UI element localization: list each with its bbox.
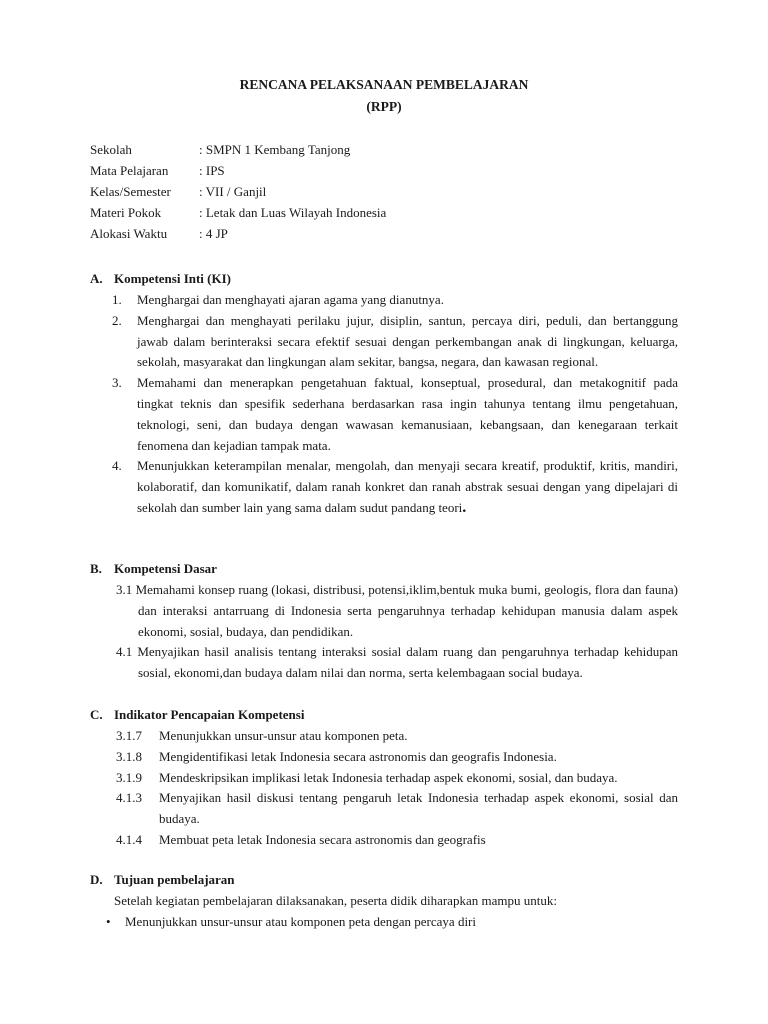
info-label: Alokasi Waktu [90,226,168,241]
info-label: Sekolah [90,142,132,157]
ki-text: Menunjukkan keterampilan menalar, mengolah, dan menyaji secara kreatif, produktif, kritis, mandiri, kolaboratif, dan komunikatif, dalam ranah konkret dan ranah abstrak sesuai dengan yang dipelajari di sekolah dan sumber lain yang sama dalam sudut pandang teori [137,458,678,515]
section-letter: D. [90,872,103,887]
bullet-text: Menunjukkan unsur-unsur atau komponen peta dengan percaya diri [125,914,476,929]
ki-item [112,373,678,456]
bullet-item [106,912,678,933]
info-row-alokasi-waktu [90,223,386,244]
indikator-item [116,747,678,768]
section-letter: B. [90,561,102,576]
list-number: 1. [112,292,122,307]
ki-item [112,290,678,311]
section-a-heading [90,271,231,287]
info-label: Kelas/Semester [90,184,171,199]
section-title: Kompetensi Inti (KI) [114,271,231,286]
kd-list [116,580,678,684]
section-b-heading [90,561,217,577]
list-number: 3. [112,375,122,391]
info-label: Materi Pokok [90,205,162,220]
info-value: : VII / Ganjil [199,184,267,199]
tujuan-intro: Setelah kegiatan pembelajaran dilaksanakan, peserta didik diharapkan mampu untuk: [114,893,557,908]
indikator-text: Mendeskripsikan implikasi letak Indonesia terhadap aspek ekonomi, sosial, dan budaya. [159,769,618,785]
section-d-heading [90,872,235,888]
info-row-materi-pokok [90,202,386,223]
indikator-list [116,726,678,851]
indikator-code: 3.1.7 [116,728,142,743]
info-value: : 4 JP [199,226,228,241]
ki-item [112,456,678,518]
document-title: RENCANA PELAKSANAAN PEMBELAJARAN [239,77,529,92]
ki-text: Memahami dan menerapkan pengetahuan faktual, konseptual, prosedural, dan metakognitif pada tingkat teknis dan spesifik sederhana berdasarkan rasa ingin tahunya tentang ilmu pengetahuan, teknologi, seni, dan budaya dengan wawasan kemanusiaan, kebangsaan, dan kenegaraan terkait fenomena dan kejadian tampak mata. [137,375,678,453]
info-row-mata-pelajaran [90,160,386,181]
tujuan-bullets [106,912,678,933]
ki-item [112,311,678,373]
indikator-code: 4.1.3 [116,790,142,806]
ki-text: Menghargai dan menghayati perilaku jujur, disiplin, santun, percaya diri, peduli, dan bertanggung jawab dalam berinteraksi secara efektif sesuai dengan perkembangan anak di lingkungan, keluarga, sekolah, masyarakat dan lingkungan alam sekitar, bangsa, negara, dan kawasan regional. [137,312,678,370]
list-number: 4. [112,458,122,474]
indikator-code: 3.1.8 [116,748,142,764]
indikator-item [116,830,678,851]
ki-period: . [462,498,467,516]
info-value: : Letak dan Luas Wilayah Indonesia [199,205,387,220]
indikator-item [116,726,678,747]
info-value: : SMPN 1 Kembang Tanjong [199,142,351,157]
indikator-code: 3.1.9 [116,769,142,785]
list-number: 2. [112,312,122,328]
indikator-text: Menyajikan hasil diskusi tentang pengaruh letak Indonesia terhadap aspek ekonomi, sosial dan budaya. [159,790,678,827]
indikator-text: Mengidentifikasi letak Indonesia secara astronomis dan geografis Indonesia. [159,748,557,764]
section-letter: C. [90,707,103,722]
info-value: : IPS [199,163,225,178]
section-c-heading [90,707,304,723]
ki-text: Menghargai dan menghayati ajaran agama yang dianutnya. [137,292,444,307]
identity-table [90,139,386,244]
indikator-item [116,768,678,789]
ki-list [112,290,678,519]
section-title: Indikator Pencapaian Kompetensi [114,707,305,722]
indikator-text: Membuat peta letak Indonesia secara astronomis dan geografis [159,831,486,847]
indikator-item [116,788,678,830]
indikator-code: 4.1.4 [116,831,142,847]
kd-item: 4.1 Menyajikan hasil analisis tentang interaksi sosial dalam ruang dan pengaruhnya terhadap kehidupan sosial, ekonomi,dan budaya dalam nilai dan norma, serta kelembagaan social budaya. [116,644,678,681]
info-label: Mata Pelajaran [90,163,169,178]
info-row-kelas-semester [90,181,386,202]
document-subtitle: (RPP) [366,99,402,114]
kd-item: 3.1 Memahami konsep ruang (lokasi, distribusi, potensi,iklim,bentuk muka bumi, geologis, flora dan fauna) dan interaksi antarruang di Indonesia serta pengaruhnya terhadap kehidupan manusia dalam aspek ekonomi, sosial, budaya, dan pendidikan. [116,582,678,639]
section-title: Kompetensi Dasar [114,561,217,576]
indikator-text: Menunjukkan unsur-unsur atau komponen peta. [159,728,408,743]
section-letter: A. [90,271,103,286]
section-title: Tujuan pembelajaran [114,872,235,887]
info-row-sekolah [90,139,386,160]
bullet-icon: • [106,914,111,929]
